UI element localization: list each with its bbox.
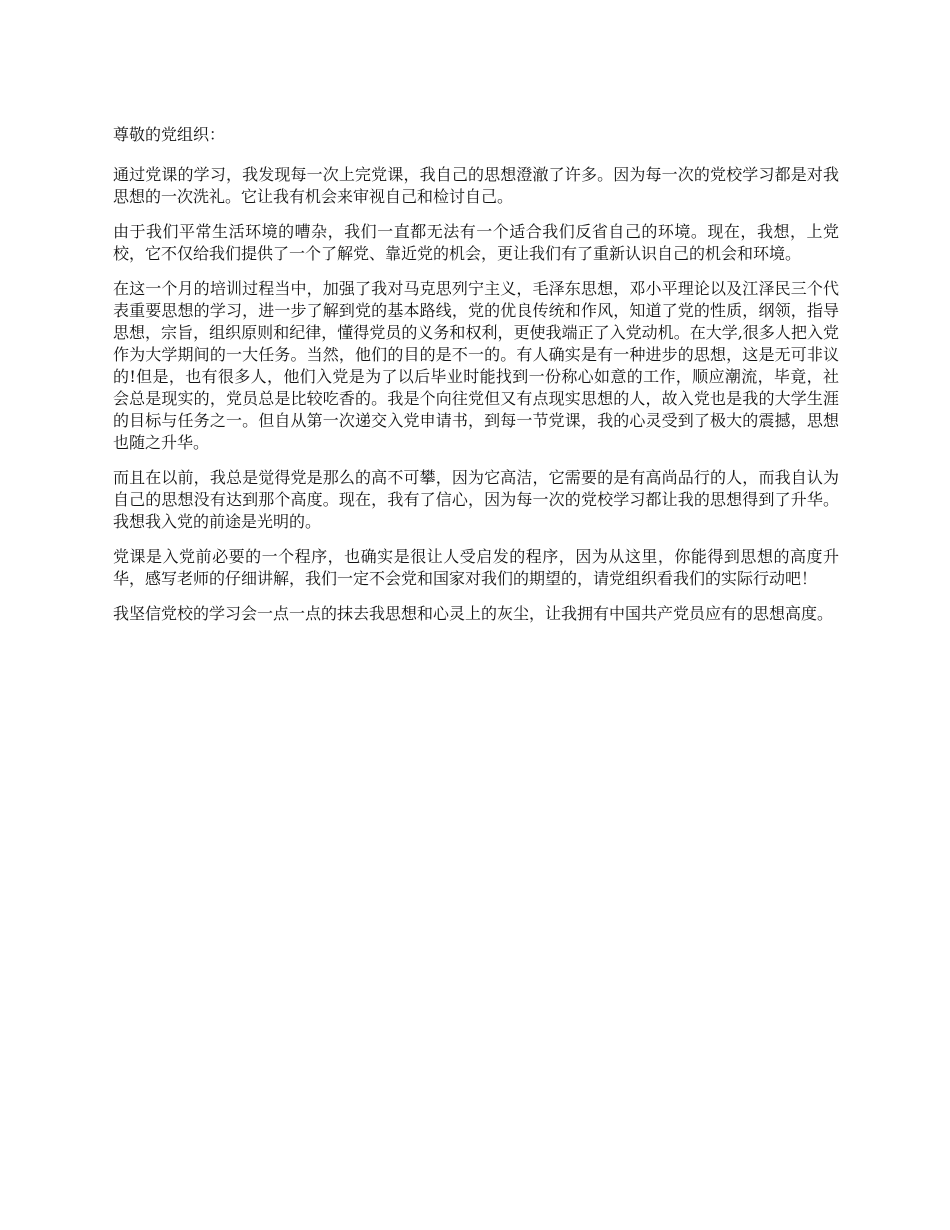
paragraph-6: 我坚信党校的学习会一点一点的抹去我思想和心灵上的灰尘，让我拥有中国共产党员应有的思想高度。 (113, 604, 834, 623)
paragraph-4: 而且在以前，我总是觉得党是那么的高不可攀，因为它高洁，它需要的是有高尚品行的人，而我自认为自己的思想没有达到那个高度。现在，我有了信心，因为每一次的党校学习都让我的思想得到了升华。我想我入党的前途是光明的。 (113, 468, 839, 531)
paragraph-1: 通过党课的学习，我发现每一次上完党课，我自己的思想澄澈了许多。因为每一次的党校学习都是对我思想的一次洗礼。它让我有机会来审视自己和检讨自己。 (113, 165, 839, 206)
paragraph-2: 由于我们平常生活环境的嘈杂，我们一直都无法有一个适合我们反省自己的环境。现在，我想，上党校，它不仅给我们提供了一个了解党、靠近党的机会，更让我们有了重新认识自己的机会和环境。 (113, 222, 839, 263)
salutation: 尊敬的党组织： (113, 125, 226, 144)
document-body (113, 124, 839, 638)
paragraph-5: 党课是入党前必要的一个程序，也确实是很让人受启发的程序，因为从这里，你能得到思想的高度升华，感写老师的仔细讲解，我们一定不会党和国家对我们的期望的，请党组织看我们的实际行动吧！ (113, 547, 839, 588)
paragraph-3: 在这一个月的培训过程当中，加强了我对马克思列宁主义，毛泽东思想，邓小平理论以及江泽民三个代表重要思想的学习，进一步了解到党的基本路线，党的优良传统和作风，知道了党的性质，纲领，指导思想，宗旨，组织原则和纪律，懂得党员的义务和权利，更使我端正了入党动机。在大学,很多人把入党作为大学期间的一大任务。当然，他们的目的是不一的。有人确实是有一种进步的思想，这是无可非议的!但是，也有很多人，他们入党是为了以后毕业时能找到一份称心如意的工作，顺应潮流，毕竟，社会总是现实的，党员总是比较吃香的。我是个向往党但又有点现实思想的人，故入党也是我的大学生涯的目标与任务之一。但自从第一次递交入党申请书，到每一节党课，我的心灵受到了极大的震撼，思想也随之升华。 (113, 279, 839, 452)
